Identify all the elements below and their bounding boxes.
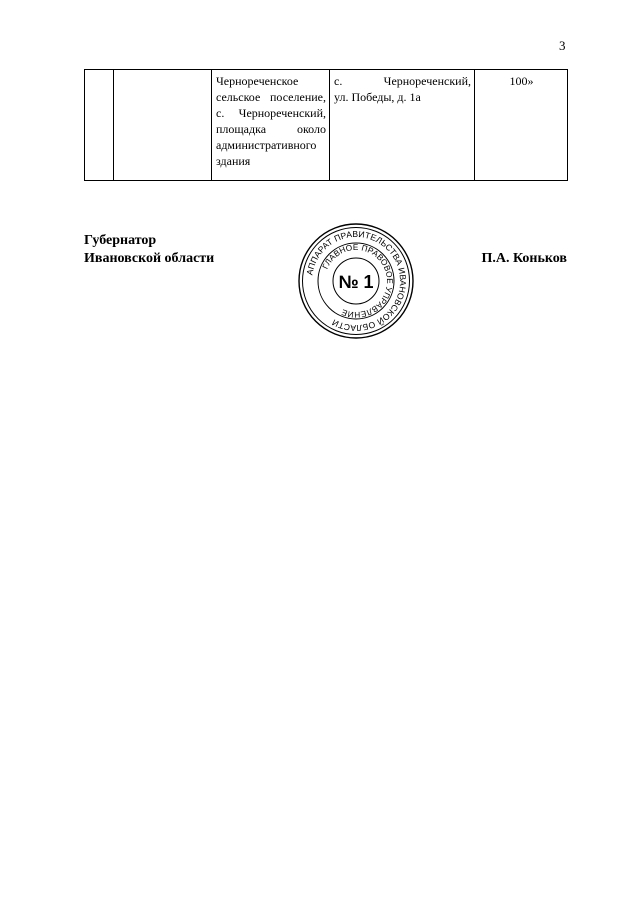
page-number: 3 [559,38,566,53]
position-line: Ивановской области [84,251,215,266]
table-cell-number [85,70,114,181]
location-line: Чернореченское [216,74,299,88]
seal-graphic [297,222,415,340]
table-cell-value: 100» [475,70,568,181]
table-cell-address [330,70,475,181]
address-line: ул. Победы, д. 1а [334,90,421,104]
location-line: административного [216,138,317,152]
position-line: Губернатор [84,233,157,248]
location-line: площадка около [216,122,326,136]
table-cell-location [212,70,330,181]
table-cell-district [114,70,212,181]
address-table [84,69,568,181]
table-row [85,70,568,181]
seal-outer-text: АППАРАТ ПРАВИТЕЛЬСТВА ИВАНОВСКОЙ ОБЛАСТИ [304,228,409,334]
location-line: здания [216,154,251,168]
official-seal [297,222,415,340]
address-line: с. Чернореченский, [334,74,471,88]
seal-center-text: № 1 [338,272,374,292]
seal-inner-text: ГЛАВНОЕ ПРАВОВОЕ УПРАВЛЕНИЕ [320,242,395,320]
signatory-name: П.А. Коньков [481,251,567,266]
location-line: с. Чернореченский, [216,106,326,120]
location-line: сельское поселение, [216,90,326,104]
signatory-position [84,232,214,268]
